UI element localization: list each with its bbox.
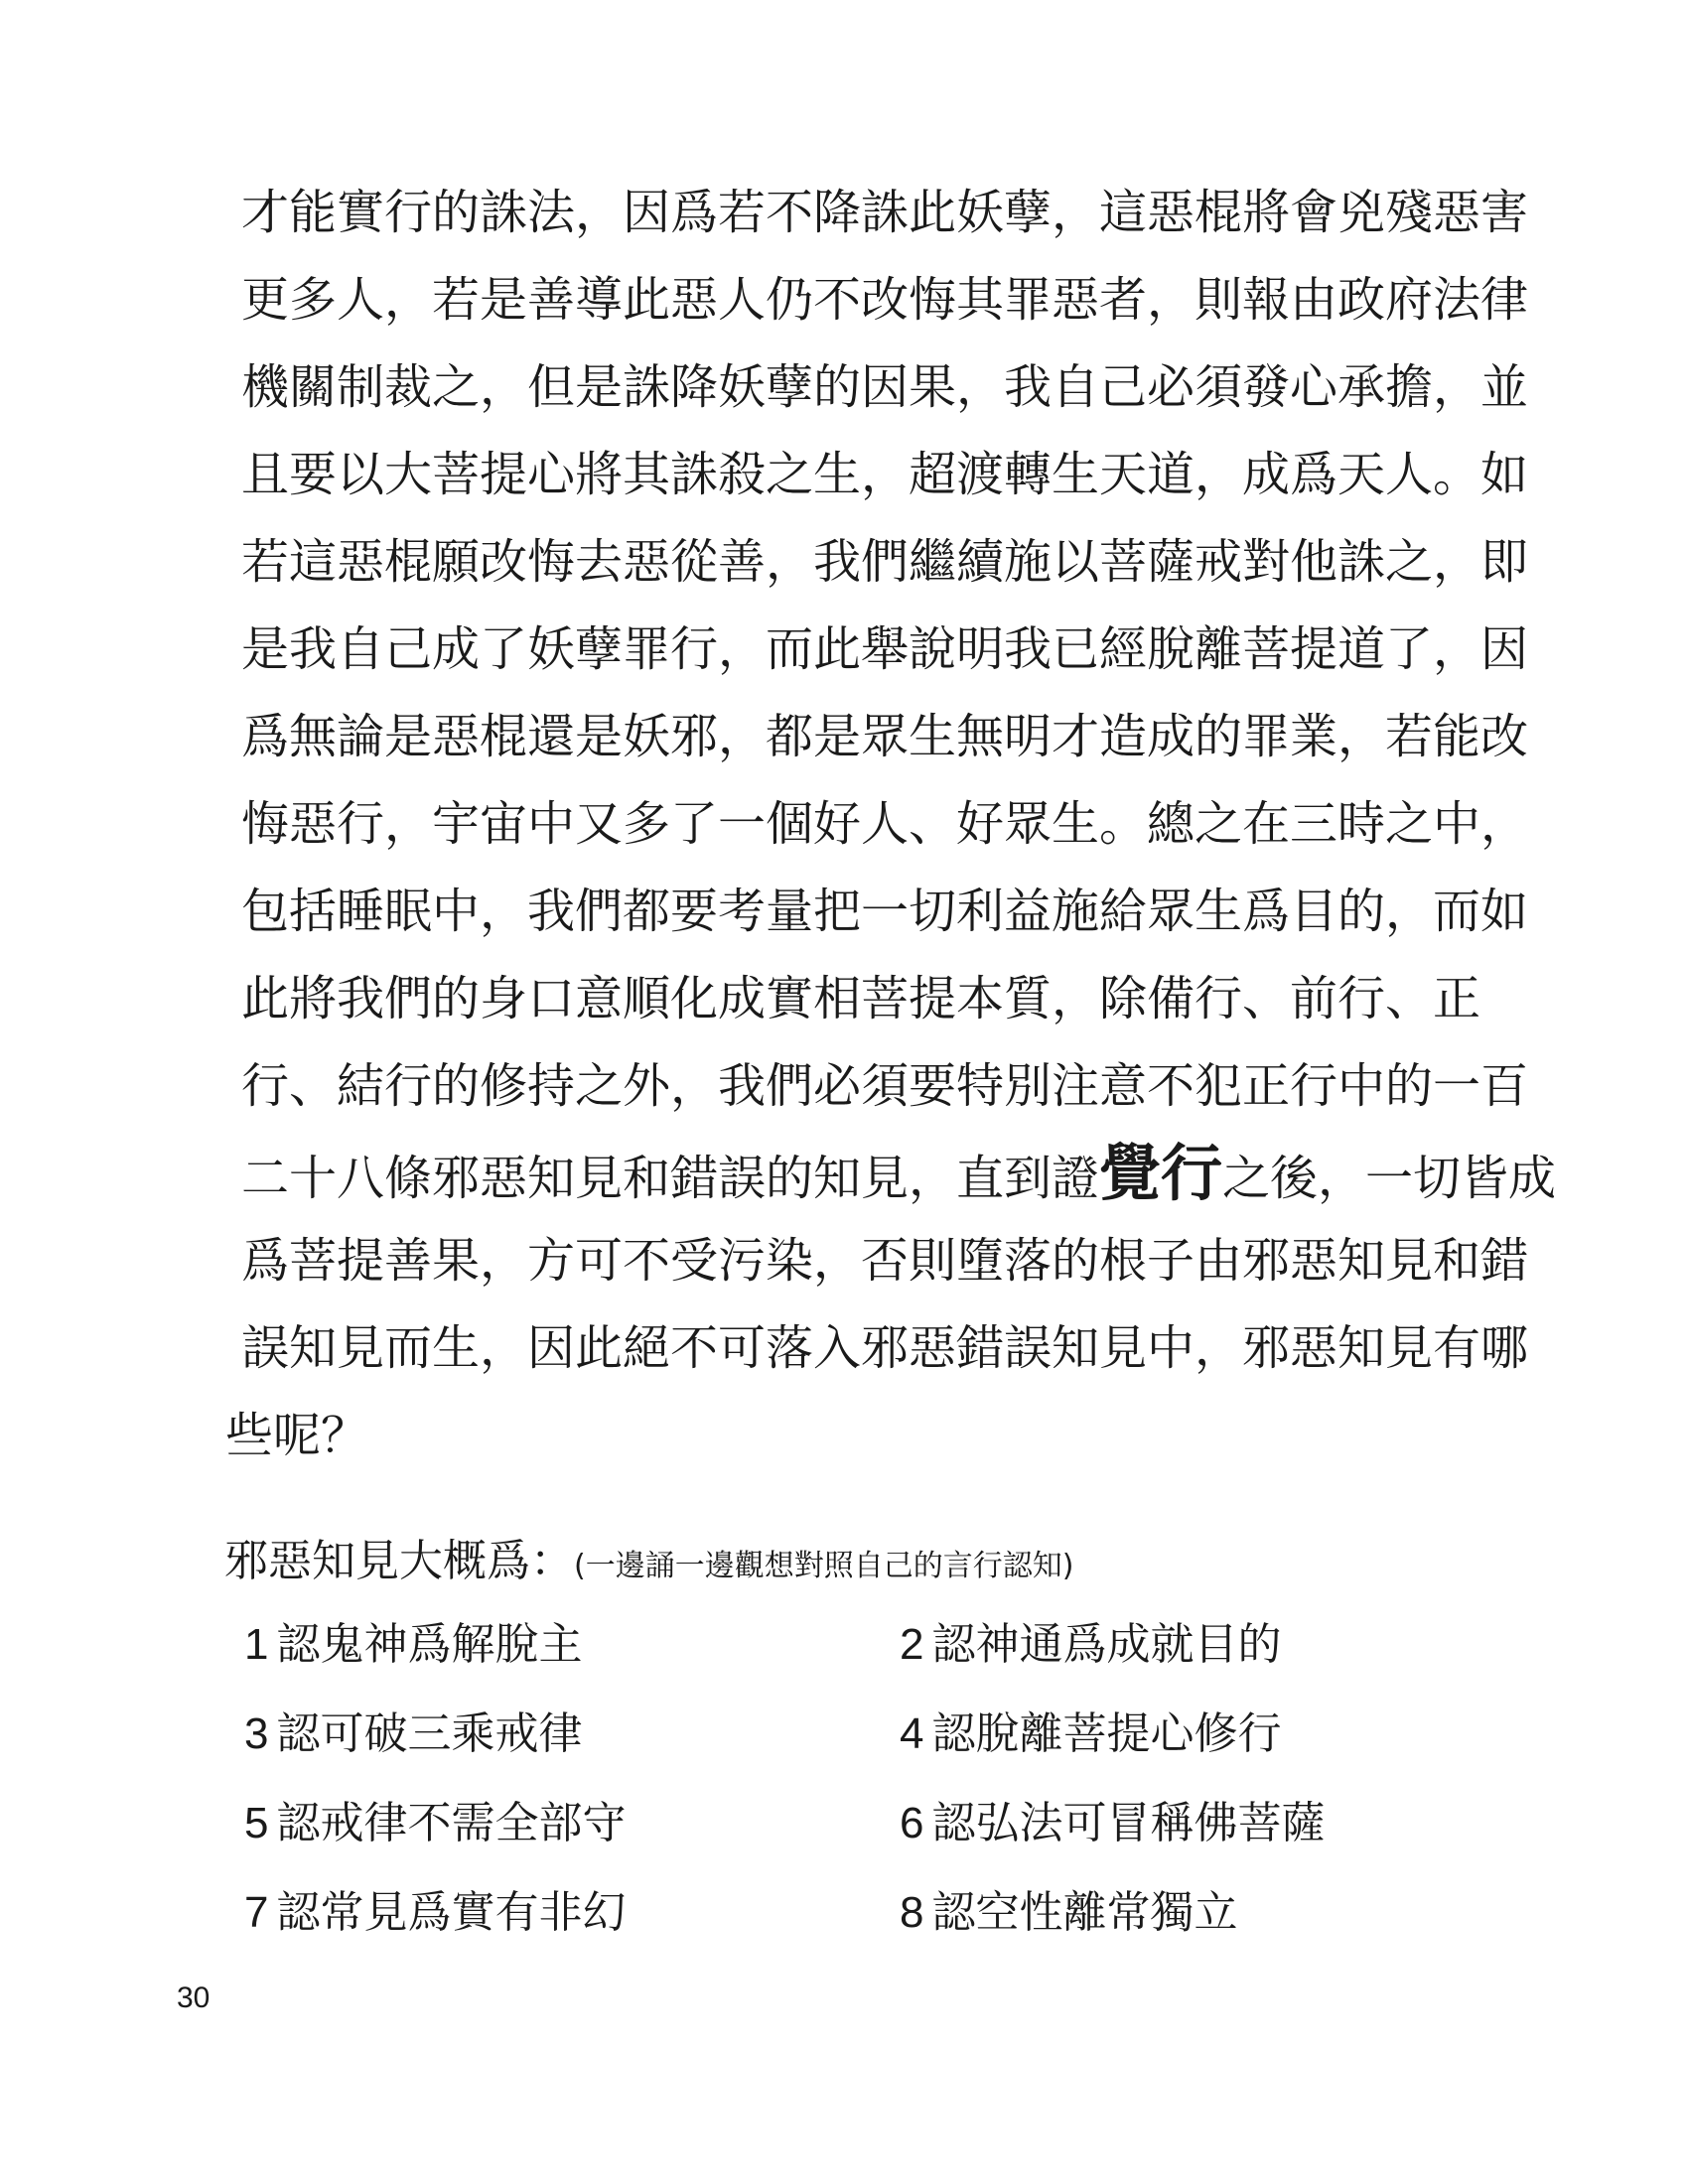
item-number: 4 [900, 1709, 924, 1758]
paragraph-line: 爲無論是惡棍還是妖邪，都是眾生無明才造成的罪業，若能改 [241, 709, 1529, 764]
paragraph-line: 此將我們的身口意順化成實相菩提本質，除備行、前行、正 [241, 971, 1481, 1026]
line-text-before: 二十八條邪惡知見和錯誤的知見，直到證 [241, 1151, 1100, 1206]
list-heading-title: 邪惡知見大概爲： [224, 1536, 574, 1586]
paragraph-line: 且要以大菩提心將其誅殺之生，超渡轉生天道，成爲天人。如 [241, 447, 1529, 502]
item-text: 認戒律不需全部守 [276, 1798, 627, 1848]
list-item [900, 1787, 1325, 1850]
list-item [900, 1608, 1281, 1672]
page-number: 30 [177, 1981, 211, 2014]
paragraph-line: 更多人，若是善導此惡人仍不改悔其罪惡者，則報由政府法律 [241, 272, 1529, 328]
paragraph-line: 若這惡棍願改悔去惡從善，我們繼續施以菩薩戒對他誅之，即 [241, 534, 1529, 590]
item-number: 6 [900, 1799, 924, 1847]
paragraph-line-emphasis [241, 1130, 1557, 1217]
item-text: 認神通爲成就目的 [931, 1619, 1282, 1670]
item-text: 認弘法可冒稱佛菩薩 [931, 1798, 1326, 1848]
list-item [244, 1608, 582, 1672]
list-heading-note: (一邊誦一邊觀想對照自己的言行認知) [574, 1549, 1074, 1583]
paragraph-line: 些呢？ [225, 1408, 369, 1463]
paragraph-line: 誤知見而生，因此絕不可落入邪惡錯誤知見中，邪惡知見有哪 [241, 1320, 1529, 1376]
item-text: 認鬼神爲解脫主 [276, 1619, 583, 1670]
item-number: 8 [900, 1888, 924, 1937]
item-number: 5 [244, 1799, 269, 1847]
paragraph-line: 悔惡行，宇宙中又多了一個好人、好眾生。總之在三時之中， [241, 796, 1529, 852]
list-item [900, 1876, 1237, 1940]
paragraph-line: 是我自己成了妖孽罪行，而此舉說明我已經脫離菩提道了，因 [241, 621, 1529, 677]
list-item [244, 1787, 626, 1850]
item-text: 認常見爲實有非幻 [276, 1887, 627, 1938]
list-item [244, 1876, 626, 1940]
list-item [900, 1698, 1281, 1761]
line-text-after: 之後，一切皆成 [1222, 1151, 1557, 1206]
body-paragraph [225, 169, 1557, 1479]
emphasized-term: 覺行 [1099, 1137, 1223, 1209]
item-number: 2 [900, 1620, 924, 1669]
item-text: 認脫離菩提心修行 [931, 1708, 1282, 1759]
paragraph-line: 包括睡眠中，我們都要考量把一切利益施給眾生爲目的，而如 [241, 884, 1529, 939]
list-heading [224, 1525, 1073, 1588]
paragraph-line: 爲菩提善果，方可不受污染，否則墮落的根子由邪惡知見和錯 [241, 1233, 1529, 1289]
paragraph-line: 機關制裁之，但是誅降妖孽的因果，我自己必須發心承擔，並 [241, 359, 1529, 415]
list-item [244, 1698, 582, 1761]
item-number: 7 [244, 1888, 269, 1937]
item-text: 認可破三乘戒律 [276, 1708, 583, 1759]
item-number: 1 [244, 1620, 269, 1669]
paragraph-line: 行、結行的修持之外，我們必須要特別注意不犯正行中的一百 [241, 1058, 1529, 1114]
paragraph-line: 才能實行的誅法，因爲若不降誅此妖孽，這惡棍將會兇殘惡害 [241, 185, 1529, 240]
item-text: 認空性離常獨立 [931, 1887, 1238, 1938]
item-number: 3 [244, 1709, 269, 1758]
